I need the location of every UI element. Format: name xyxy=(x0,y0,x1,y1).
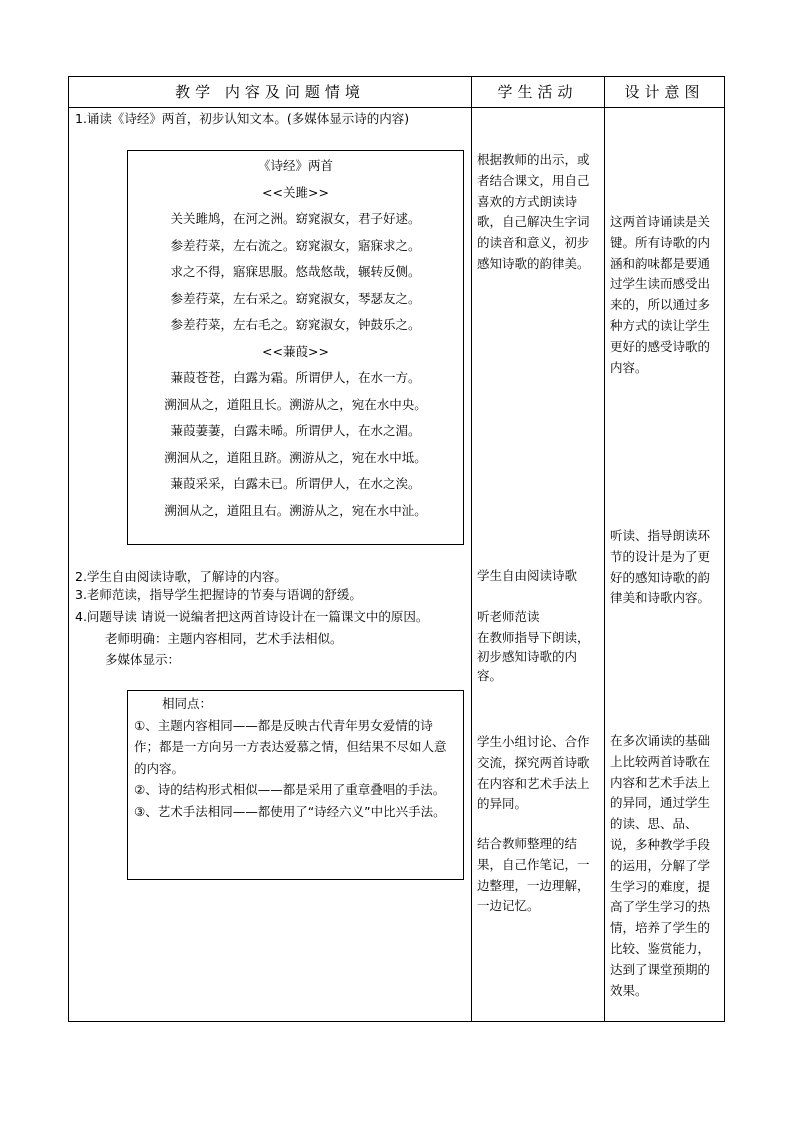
lesson-plan-table xyxy=(68,76,725,1022)
teacher-clarify: 老师明确：主题内容相同，艺术手法相似。 xyxy=(105,631,343,646)
item-1: 1.诵读《诗经》两首，初步认知文本。(多媒体显示诗的内容) xyxy=(75,111,410,126)
student-activity-4: 学生小组讨论、合作交流，探究两首诗歌在内容和艺术手法上的异同。 xyxy=(477,734,590,812)
similarities-heading: 相同点： xyxy=(162,696,213,711)
poem-line: 参差荇菜，左右毛之。窈窕淑女，钟鼓乐之。 xyxy=(170,317,421,332)
similarities-box xyxy=(127,690,464,880)
design-intent-2: 听读、指导朗读环节的设计是为了更好的感知诗歌的韵律美和诗歌内容。 xyxy=(610,528,711,606)
design-intent-1: 这两首诗诵读是关键。所有诗歌的内涵和韵味都是要通过学生读而感受出来的，所以通过多种方式的读让学生更好的感受诗歌的内容。 xyxy=(610,214,711,375)
multimedia-label: 多媒体显示： xyxy=(105,652,181,667)
poem1-title: <<关雎>> xyxy=(262,184,329,200)
similarity-2: ②、诗的结构形式相似——都是采用了重章叠唱的手法。 xyxy=(134,782,446,797)
student-activity-2: 学生自由阅读诗歌 xyxy=(477,568,578,583)
poem-line: 溯洄从之，道阻且长。溯游从之，宛在水中央。 xyxy=(164,396,427,412)
poem-line: 求之不得，寤寐思服。悠哉悠哉，辗转反侧。 xyxy=(170,264,421,279)
student-activity-5: 结合教师整理的结果，自己作笔记，一边整理，一边理解，一边记忆。 xyxy=(477,836,590,914)
header-student-activity: 学生活动 xyxy=(497,83,578,101)
similarity-1: ①、主题内容相同——都是反映古代青年男女爱情的诗作；都是一方向另一方表达爱慕之情，但结果不尽如人意的内容。 xyxy=(134,717,447,776)
poems-box xyxy=(127,150,464,545)
student-activity-3-line2: 在教师指导下朗读，初步感知诗歌的内容。 xyxy=(477,629,590,683)
poem2-title: <<蒹葭>> xyxy=(262,343,329,359)
poems-title: 《诗经》两首 xyxy=(257,158,333,173)
item-4: 4.问题导读 请说一说编者把这两首诗设计在一篇课文中的原因。 xyxy=(75,609,429,624)
header-divider xyxy=(69,107,724,108)
item-2: 2.学生自由阅读诗歌，了解诗的内容。 xyxy=(75,569,287,584)
poem-line: 关关雎鸠，在河之洲。窈窕淑女，君子好逑。 xyxy=(170,211,421,226)
poem-line: 蒹葭萋萋，白露未晞。所谓伊人，在水之湄。 xyxy=(170,423,421,438)
design-intent-3: 在多次诵读的基础上比较两首诗歌在内容和艺术手法上的异同，通过学生的读、思、品、说，多种教学手段的运用，分解了学生学习的难度，提高了学生学习的热情，培养了学生的比较、鉴赏能力，达到了课堂预期的效果。 xyxy=(610,733,711,998)
poem-line: 蒹葭苍苍，白露为霜。所谓伊人，在水一方。 xyxy=(170,370,421,385)
student-activity-1: 根据教师的出示，或者结合课文，用自己喜欢的方式朗读诗歌，自己解决生字词的读音和意义，初步感知诗歌的韵律美。 xyxy=(477,152,590,271)
poem-line: 参差荇菜，左右流之。窈窕淑女，寤寐求之。 xyxy=(170,237,421,253)
column-divider xyxy=(471,77,472,1021)
poem-line: 参差荇菜，左右采之。窈窕淑女，琴瑟友之。 xyxy=(170,290,421,306)
column-divider xyxy=(604,77,605,1021)
header-content: 教学 内容及问题情境 xyxy=(175,83,365,101)
poem-line: 溯洄从之，道阻且跻。溯游从之，宛在水中坻。 xyxy=(164,449,427,465)
student-activity-3 xyxy=(477,607,601,685)
poem-line: 溯洄从之，道阻且右。溯游从之，宛在水中沚。 xyxy=(164,502,427,518)
student-activity-3-line1: 听老师范读 xyxy=(477,609,540,624)
similarity-3: ③、艺术手法相同——都使用了“诗经六义”中比兴手法。 xyxy=(134,803,446,819)
header-design-intent: 设计意图 xyxy=(624,83,705,101)
poem-line: 蒹葭采采，白露未已。所谓伊人，在水之涘。 xyxy=(170,476,421,491)
item-3: 3.老师范读，指导学生把握诗的节奏与语调的舒缓。 xyxy=(75,587,362,602)
